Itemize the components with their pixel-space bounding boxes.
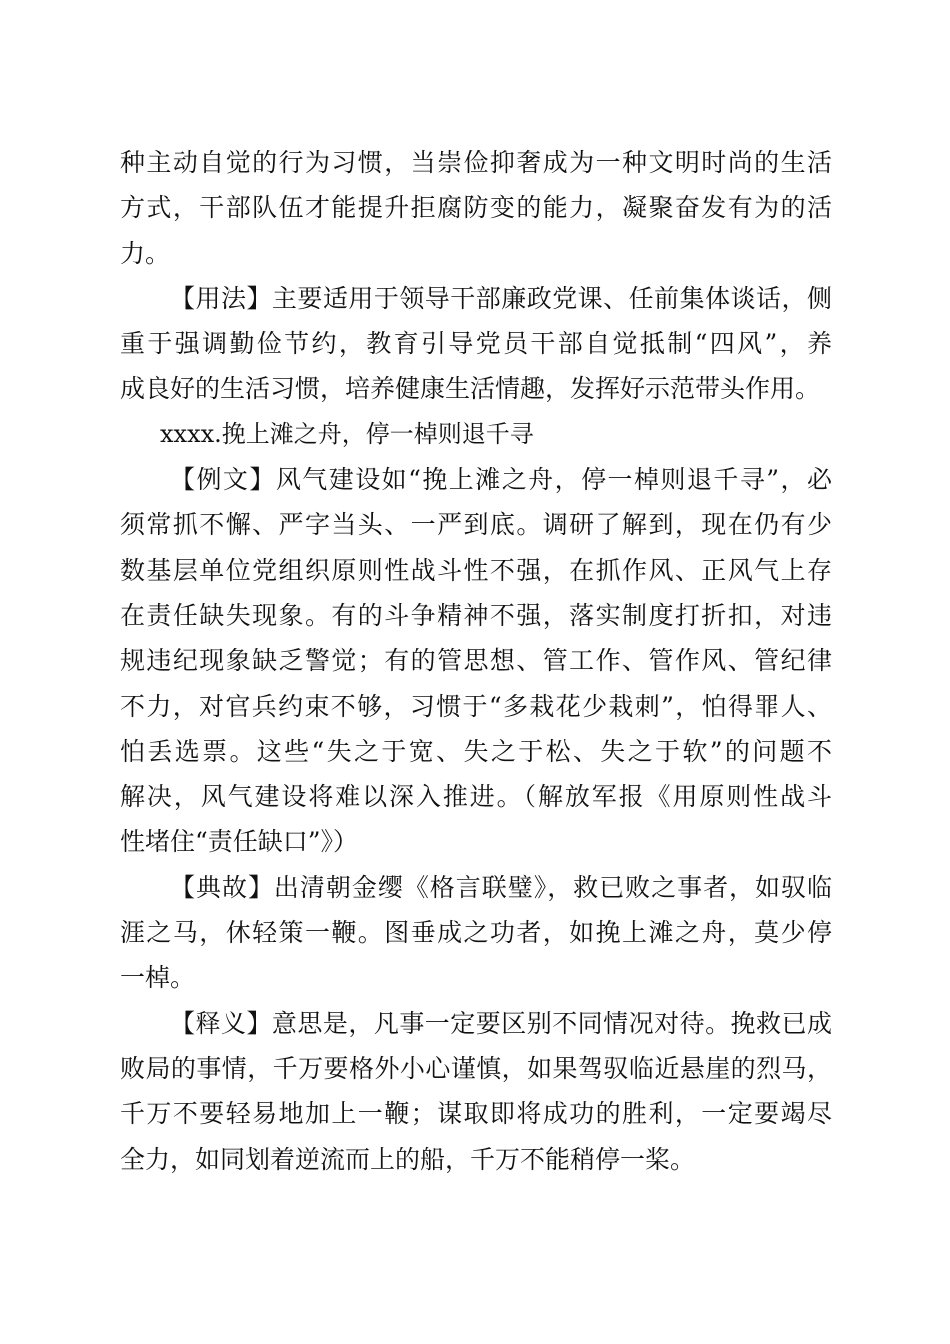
text-line: 怕丢选票。这些“失之于宽、失之于松、失之于软”的问题不 <box>120 736 832 766</box>
text-line: 规违纪现象缺乏警觉；有的管思想、管工作、管作风、管纪律 <box>120 646 832 676</box>
paragraph-allusion <box>120 865 832 1001</box>
text-line: 不力，对官兵约束不够，习惯于“多栽花少栽刺”，怕得罪人、 <box>120 691 832 721</box>
paragraph-continuation <box>120 140 832 276</box>
text-line: 方式，干部队伍才能提升拒腐防变的能力，凝聚奋发有为的活 <box>120 193 832 223</box>
section-heading <box>120 412 832 457</box>
paragraph-example <box>120 457 832 865</box>
text-line: 【用法】主要适用于领导干部廉政党课、任前集体谈话，侧 <box>170 283 832 313</box>
text-line: 解决，风气建设将难以深入推进。（解放军报《用原则性战斗 <box>120 782 832 812</box>
text-line: 涯之马，休轻策一鞭。图垂成之功者，如挽上滩之舟，莫少停 <box>120 918 832 948</box>
text-line: 重于强调勤俭节约，教育引导党员干部自觉抵制“四风”，养 <box>120 329 832 359</box>
text-line: 一棹。 <box>120 963 196 993</box>
heading-line: xxxx.挽上滩之舟，停一棹则退千寻 <box>160 419 534 448</box>
paragraph-meaning <box>120 1001 832 1182</box>
text-line: 【典故】出清朝金缨《格言联璧》，救已败之事者，如驭临 <box>170 872 832 902</box>
text-line: 性堵住“责任缺口”》） <box>120 827 359 857</box>
text-line: 【释义】意思是，凡事一定要区别不同情况对待。挽救已成 <box>170 1008 832 1038</box>
text-line: 在责任缺失现象。有的斗争精神不强，落实制度打折扣，对违 <box>120 600 832 630</box>
text-line: 数基层单位党组织原则性战斗性不强，在抓作风、正风气上存 <box>120 555 832 585</box>
text-line: 全力，如同划着逆流而上的船，千万不能稍停一桨。 <box>120 1144 696 1174</box>
text-line: 种主动自觉的行为习惯，当崇俭抑奢成为一种文明时尚的生活 <box>120 148 832 177</box>
text-line: 【例文】风气建设如“挽上滩之舟，停一棹则退千寻”，必 <box>170 465 832 495</box>
text-line: 千万不要轻易地加上一鞭；谋取即将成功的胜利，一定要竭尽 <box>120 1099 832 1129</box>
text-line: 须常抓不懈、严字当头、一严到底。调研了解到，现在仍有少 <box>120 510 832 540</box>
text-line: 败局的事情，千万要格外小心谨慎，如果驾驭临近悬崖的烈马， <box>120 1053 832 1083</box>
text-line: 成良好的生活习惯，培养健康生活情趣，发挥好示范带头作用。 <box>120 374 821 404</box>
paragraph-usage <box>120 276 832 412</box>
text-line: 力。 <box>120 238 171 268</box>
document-page <box>120 140 832 1182</box>
